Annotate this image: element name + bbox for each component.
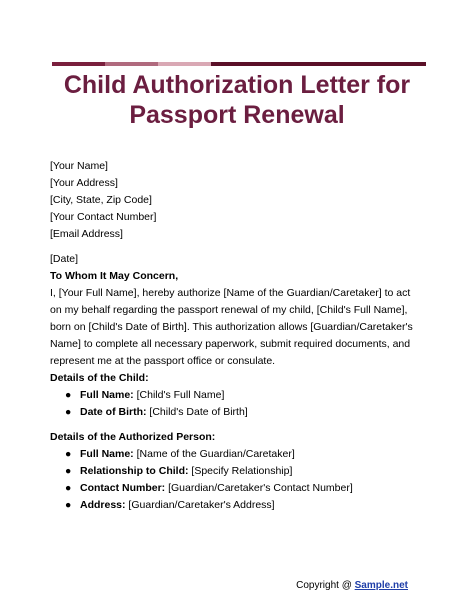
- bullet-icon: ●: [65, 389, 72, 401]
- list-item: [50, 463, 424, 480]
- item-label: Contact Number:: [80, 482, 166, 494]
- list-item: [50, 480, 424, 497]
- letter-date: [Date]: [50, 253, 79, 265]
- document-title-line-2: Passport Renewal: [129, 101, 345, 129]
- sender-name: [Your Name]: [50, 160, 108, 172]
- item-label: Full Name:: [80, 389, 134, 401]
- item-label: Date of Birth:: [80, 406, 147, 418]
- list-item: [50, 497, 424, 514]
- document-title: [0, 70, 474, 130]
- sender-block: [50, 158, 424, 243]
- bullet-icon: ●: [65, 448, 72, 460]
- header-accent-bar: [52, 62, 426, 66]
- item-value: [Child's Date of Birth]: [146, 406, 248, 418]
- child-details-list: [50, 387, 424, 421]
- child-details-heading: Details of the Child:: [50, 372, 149, 384]
- list-item: [50, 387, 424, 404]
- accent-segment: [52, 62, 105, 66]
- letter-body: [50, 158, 424, 522]
- sender-email: [Email Address]: [50, 228, 123, 240]
- authorized-person-list: [50, 446, 424, 514]
- document-title-line-1: Child Authorization Letter for: [63, 71, 411, 99]
- sample-net-link[interactable]: Sample.net: [354, 580, 408, 591]
- sender-contact-number: [Your Contact Number]: [50, 211, 157, 223]
- list-item: [50, 446, 424, 463]
- item-label: Full Name:: [80, 448, 134, 460]
- item-value: [Child's Full Name]: [133, 389, 225, 401]
- item-label: Address:: [80, 499, 126, 511]
- sender-city-state-zip: [City, State, Zip Code]: [50, 194, 152, 206]
- accent-segment: [105, 62, 158, 66]
- bullet-icon: ●: [65, 482, 72, 494]
- authorized-person-heading: Details of the Authorized Person:: [50, 431, 216, 443]
- item-value: [Specify Relationship]: [188, 465, 293, 477]
- footer-copyright: [296, 580, 408, 592]
- copyright-text: Copyright @: [296, 580, 355, 591]
- item-value: [Guardian/Caretaker's Address]: [125, 499, 275, 511]
- bullet-icon: ●: [65, 406, 72, 418]
- item-label: Relationship to Child:: [80, 465, 189, 477]
- accent-segment: [158, 62, 211, 66]
- body-paragraph: I, [Your Full Name], hereby authorize [Name of the Guardian/Caretaker] to act on my behalf regarding the passport renewal of my child, [Child's Full Name], born on [Child's Date of Birth]. This authorization allows [Guardian/Caretaker's Name] to complete all necessary paperwork, submit required documents, and represent me at the passport office or consulate.: [50, 287, 413, 367]
- item-value: [Guardian/Caretaker's Contact Number]: [165, 482, 353, 494]
- sender-address: [Your Address]: [50, 177, 118, 189]
- bullet-icon: ●: [65, 465, 72, 477]
- accent-segment: [211, 62, 426, 66]
- item-value: [Name of the Guardian/Caretaker]: [133, 448, 295, 460]
- salutation: To Whom It May Concern,: [50, 270, 179, 282]
- list-item: [50, 404, 424, 421]
- bullet-icon: ●: [65, 499, 72, 511]
